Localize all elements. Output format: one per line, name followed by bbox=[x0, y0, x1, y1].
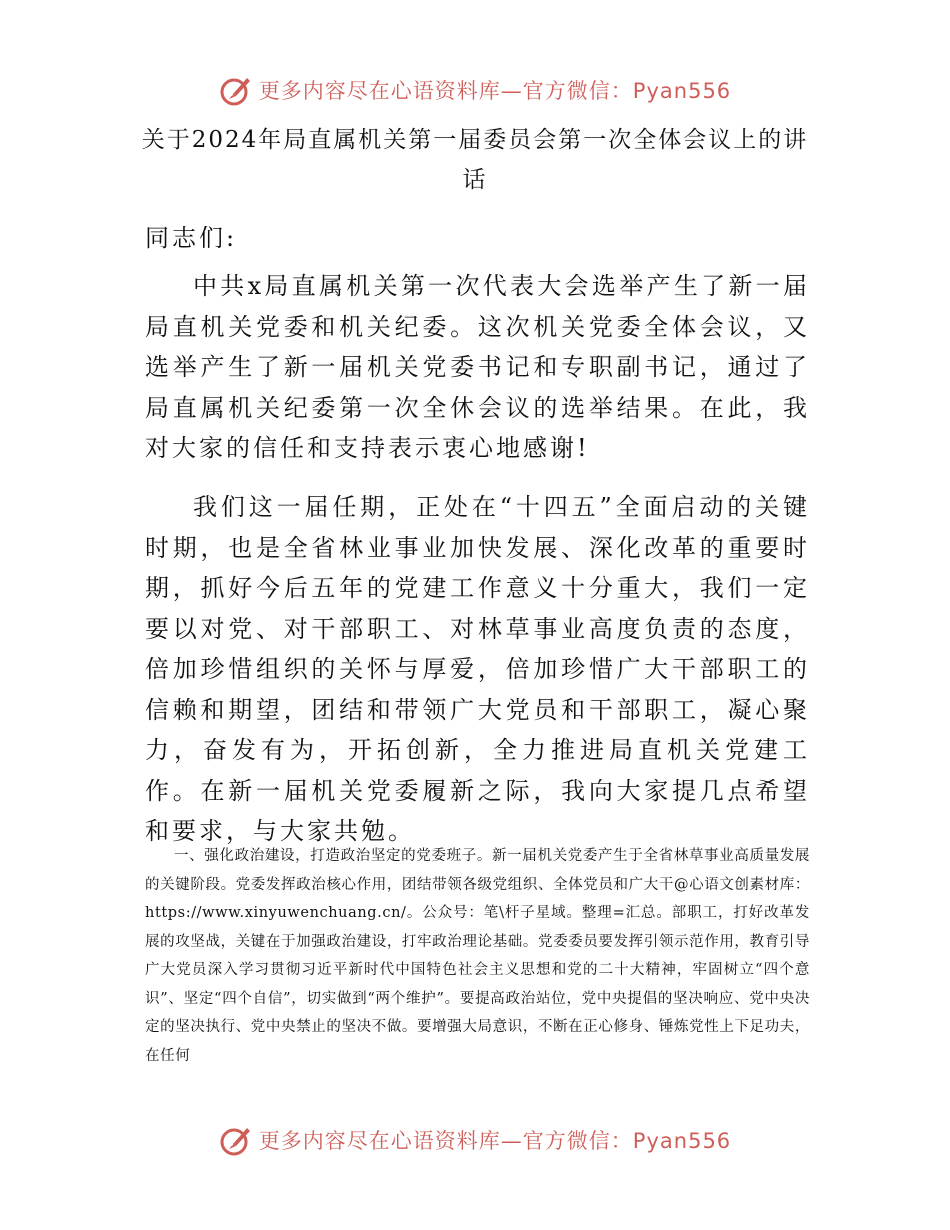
quill-logo-icon bbox=[219, 1123, 253, 1157]
quill-logo-icon bbox=[219, 73, 253, 107]
watermark-text: 更多内容尽在心语资料库—官方微信：Pyan556 bbox=[258, 79, 732, 103]
watermark-text: 更多内容尽在心语资料库—官方微信：Pyan556 bbox=[258, 1129, 732, 1153]
footer-watermark-banner bbox=[0, 1120, 950, 1160]
body-paragraph: 中共x局直属机关第一次代表大会选举产生了新一届局直机关党委和机关纪委。这次机关党委全体会议，又选举产生了新一届机关党委书记和专职副书记，通过了局直属机关纪委第一次全休会议的选举结果。在此，我对大家的信任和支持表示衷心地感谢! bbox=[145, 272, 810, 462]
body-paragraph: 我们这一届任期，正处在“十四五”全面启动的关键时期，也是全省林业事业加快发展、深化改革的重要时期，抓好今后五年的党建工作意义十分重大，我们一定要以对党、对干部职工、对林草事业高度负责的态度，倍加珍惜组织的关怀与厚爱，倍加珍惜广大干部职工的信赖和期望，团结和带领广大党员和干部职工，凝心聚力，奋发有为，开拓创新，全力推进局直机关党建工作。在新一届机关党委履新之际，我向大家提几点希望和要求，与大家共勉。 bbox=[145, 493, 810, 845]
header-watermark-banner bbox=[0, 70, 950, 110]
salutation: 同志们: bbox=[145, 224, 238, 252]
document-title: 关于2024年局直属机关第一届委员会第一次全体会议上的讲话 bbox=[141, 127, 809, 193]
section-paragraph: 一、强化政治建设，打造政治坚定的党委班子。新一届机关党委产生于全省林草事业高质量发展的关键阶段。党委发挥政治核心作用，团结带领各级党组织、全体党员和广大干@心语文创素材库：https://www.xinyuwenchuang.cn/。公众号：笔\杆子星域。整理=汇总。部职工，打好改革发展的攻坚战，关键在于加强政治建设，打牢政治理论基础。党委委员要发挥引领示范作用，教育引导广大党员深入学习贯彻习近平新时代中国特色社会主义思想和党的二十大精神，牢固树立“四个意识”、坚定“四个自信”，切实做到“两个维护”。要提高政治站位，党中央提倡的坚决响应、党中央决定的坚决执行、党中央禁止的坚决不做。要增强大局意识，不断在正心修身、锤炼党性上下足功夫，在任何 bbox=[145, 848, 810, 1064]
